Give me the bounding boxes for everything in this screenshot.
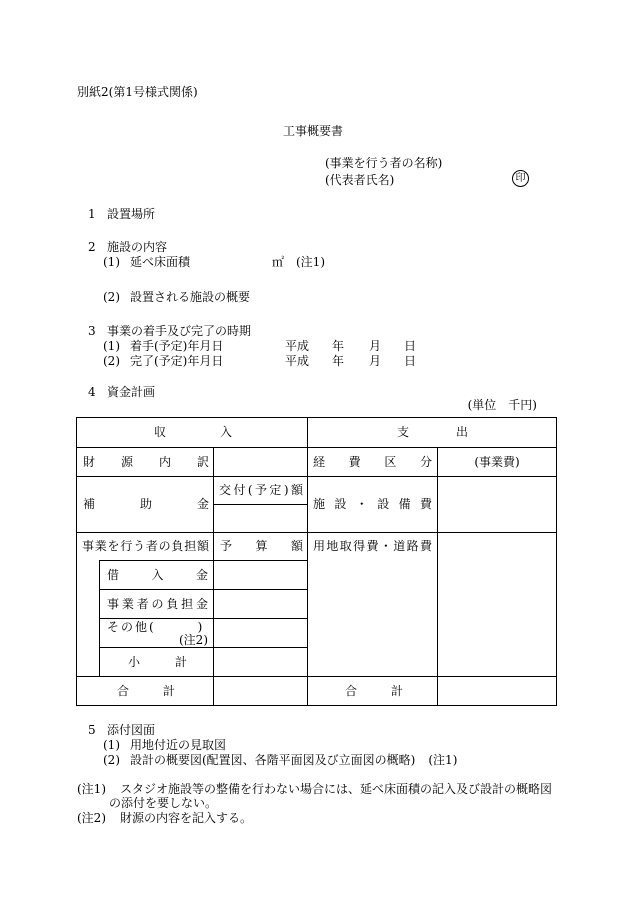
subtotal-label: 小計: [128, 655, 187, 669]
note-2-text: 財源の内容を記入する。: [120, 811, 253, 825]
section-3-item-1-label: 着手(予定)年月日: [130, 339, 224, 353]
section-2-item-1-label: 延べ床面積: [130, 255, 191, 269]
expenditure-header: 支出: [397, 425, 468, 439]
table-rule-v: [213, 447, 214, 706]
income-header: 収入: [154, 425, 232, 439]
section-1-number: 1: [88, 207, 96, 221]
section-3-label: 事業の着手及び完了の時期: [107, 324, 252, 338]
table-rule-v: [437, 447, 438, 706]
attachment-label: 別紙2(第1号様式関係): [77, 85, 198, 99]
other-source-label: その他( ): [107, 620, 205, 634]
table-rule-h: [76, 417, 557, 418]
section-5-item-2-label: 設計の概要図(配置図、各階平面図及び立面図の概略): [130, 753, 416, 767]
table-rule-h: [213, 504, 307, 505]
grant-amount-label: 交付(予定)額: [219, 483, 303, 497]
section-3-item-1-number: (1): [103, 339, 120, 353]
section-5-item-2-row: [130, 753, 457, 767]
section-2-item-1-unit: ㎡: [272, 255, 285, 269]
note-1-text-line-1: スタジオ施設等の整備を行わない場合には、延べ床面積の記入及び設計の概略図: [120, 782, 553, 796]
section-3-item-2-month: 月: [369, 354, 382, 368]
section-3-item-2-day: 日: [404, 354, 417, 368]
section-3-item-1-era: 平成: [285, 339, 310, 353]
section-2-item-2-label: 設置される施設の概要: [130, 290, 251, 304]
operator-contribution-label: 事業者の負担金: [107, 597, 208, 611]
section-5-label: 添付図面: [107, 723, 156, 737]
section-3-item-1-year: 年: [332, 339, 345, 353]
section-3-item-2-label: 完了(予定)年月日: [130, 354, 224, 368]
cost-category-header: 経費区分: [313, 455, 432, 469]
section-2-item-1-note: (注1): [296, 255, 325, 269]
section-5-item-2-note: (注1): [428, 753, 458, 767]
table-rule-v: [556, 417, 557, 706]
section-3-item-2-era: 平成: [285, 354, 310, 368]
section-2-item-1-number: (1): [103, 255, 120, 269]
section-3-item-1-month: 月: [369, 339, 382, 353]
project-cost-header: (事業費): [474, 455, 520, 469]
representative-name-label: (代表者氏名): [325, 173, 395, 187]
section-5-item-2-number: (2): [103, 753, 120, 767]
section-5-number: 5: [88, 723, 96, 737]
table-rule-h: [76, 705, 557, 706]
borrowing-label: 借入金: [107, 568, 208, 582]
section-3-number: 3: [88, 324, 96, 338]
note-2-label: (注2): [77, 811, 106, 825]
income-total-label: 合計: [117, 684, 175, 698]
section-3-item-2-number: (2): [103, 354, 120, 368]
table-unit-label: (単位 千円): [467, 398, 537, 412]
expenditure-total-label: 合計: [345, 684, 403, 698]
subsidy-label: 補助金: [83, 497, 209, 511]
section-2-item-2-number: (2): [103, 290, 120, 304]
operator-burden-label: 事業を行う者の負担額: [82, 539, 209, 553]
table-rule-v: [76, 417, 77, 706]
section-3-item-1-day: 日: [404, 339, 417, 353]
section-2-number: 2: [88, 240, 96, 254]
seal-stamp: 印: [512, 170, 529, 187]
source-breakdown-header: 財源内訳: [83, 455, 209, 469]
table-rule-v: [307, 417, 308, 706]
facility-equipment-label: 施設・設備費: [313, 497, 432, 511]
budget-table: [76, 417, 557, 706]
section-3-item-2-year: 年: [332, 354, 345, 368]
section-4-label: 資金計画: [107, 385, 156, 399]
section-1-label: 設置場所: [107, 207, 156, 221]
other-source-note: (注2): [179, 633, 208, 647]
note-1-label: (注1): [77, 782, 106, 796]
section-2-label: 施設の内容: [107, 240, 168, 254]
note-1-text-line-2: の添付を要しない。: [109, 796, 218, 810]
section-5-item-1-label: 用地付近の見取図: [130, 738, 227, 752]
document-title: 工事概要書: [283, 124, 344, 138]
land-road-cost-label: 用地取得費・道路費: [313, 539, 432, 553]
table-rule-v: [99, 560, 100, 677]
budget-amount-label: 予算額: [220, 539, 303, 553]
section-5-item-1-number: (1): [103, 738, 120, 752]
operator-name-label: (事業を行う者の名称): [325, 156, 443, 170]
section-4-number: 4: [88, 385, 96, 399]
